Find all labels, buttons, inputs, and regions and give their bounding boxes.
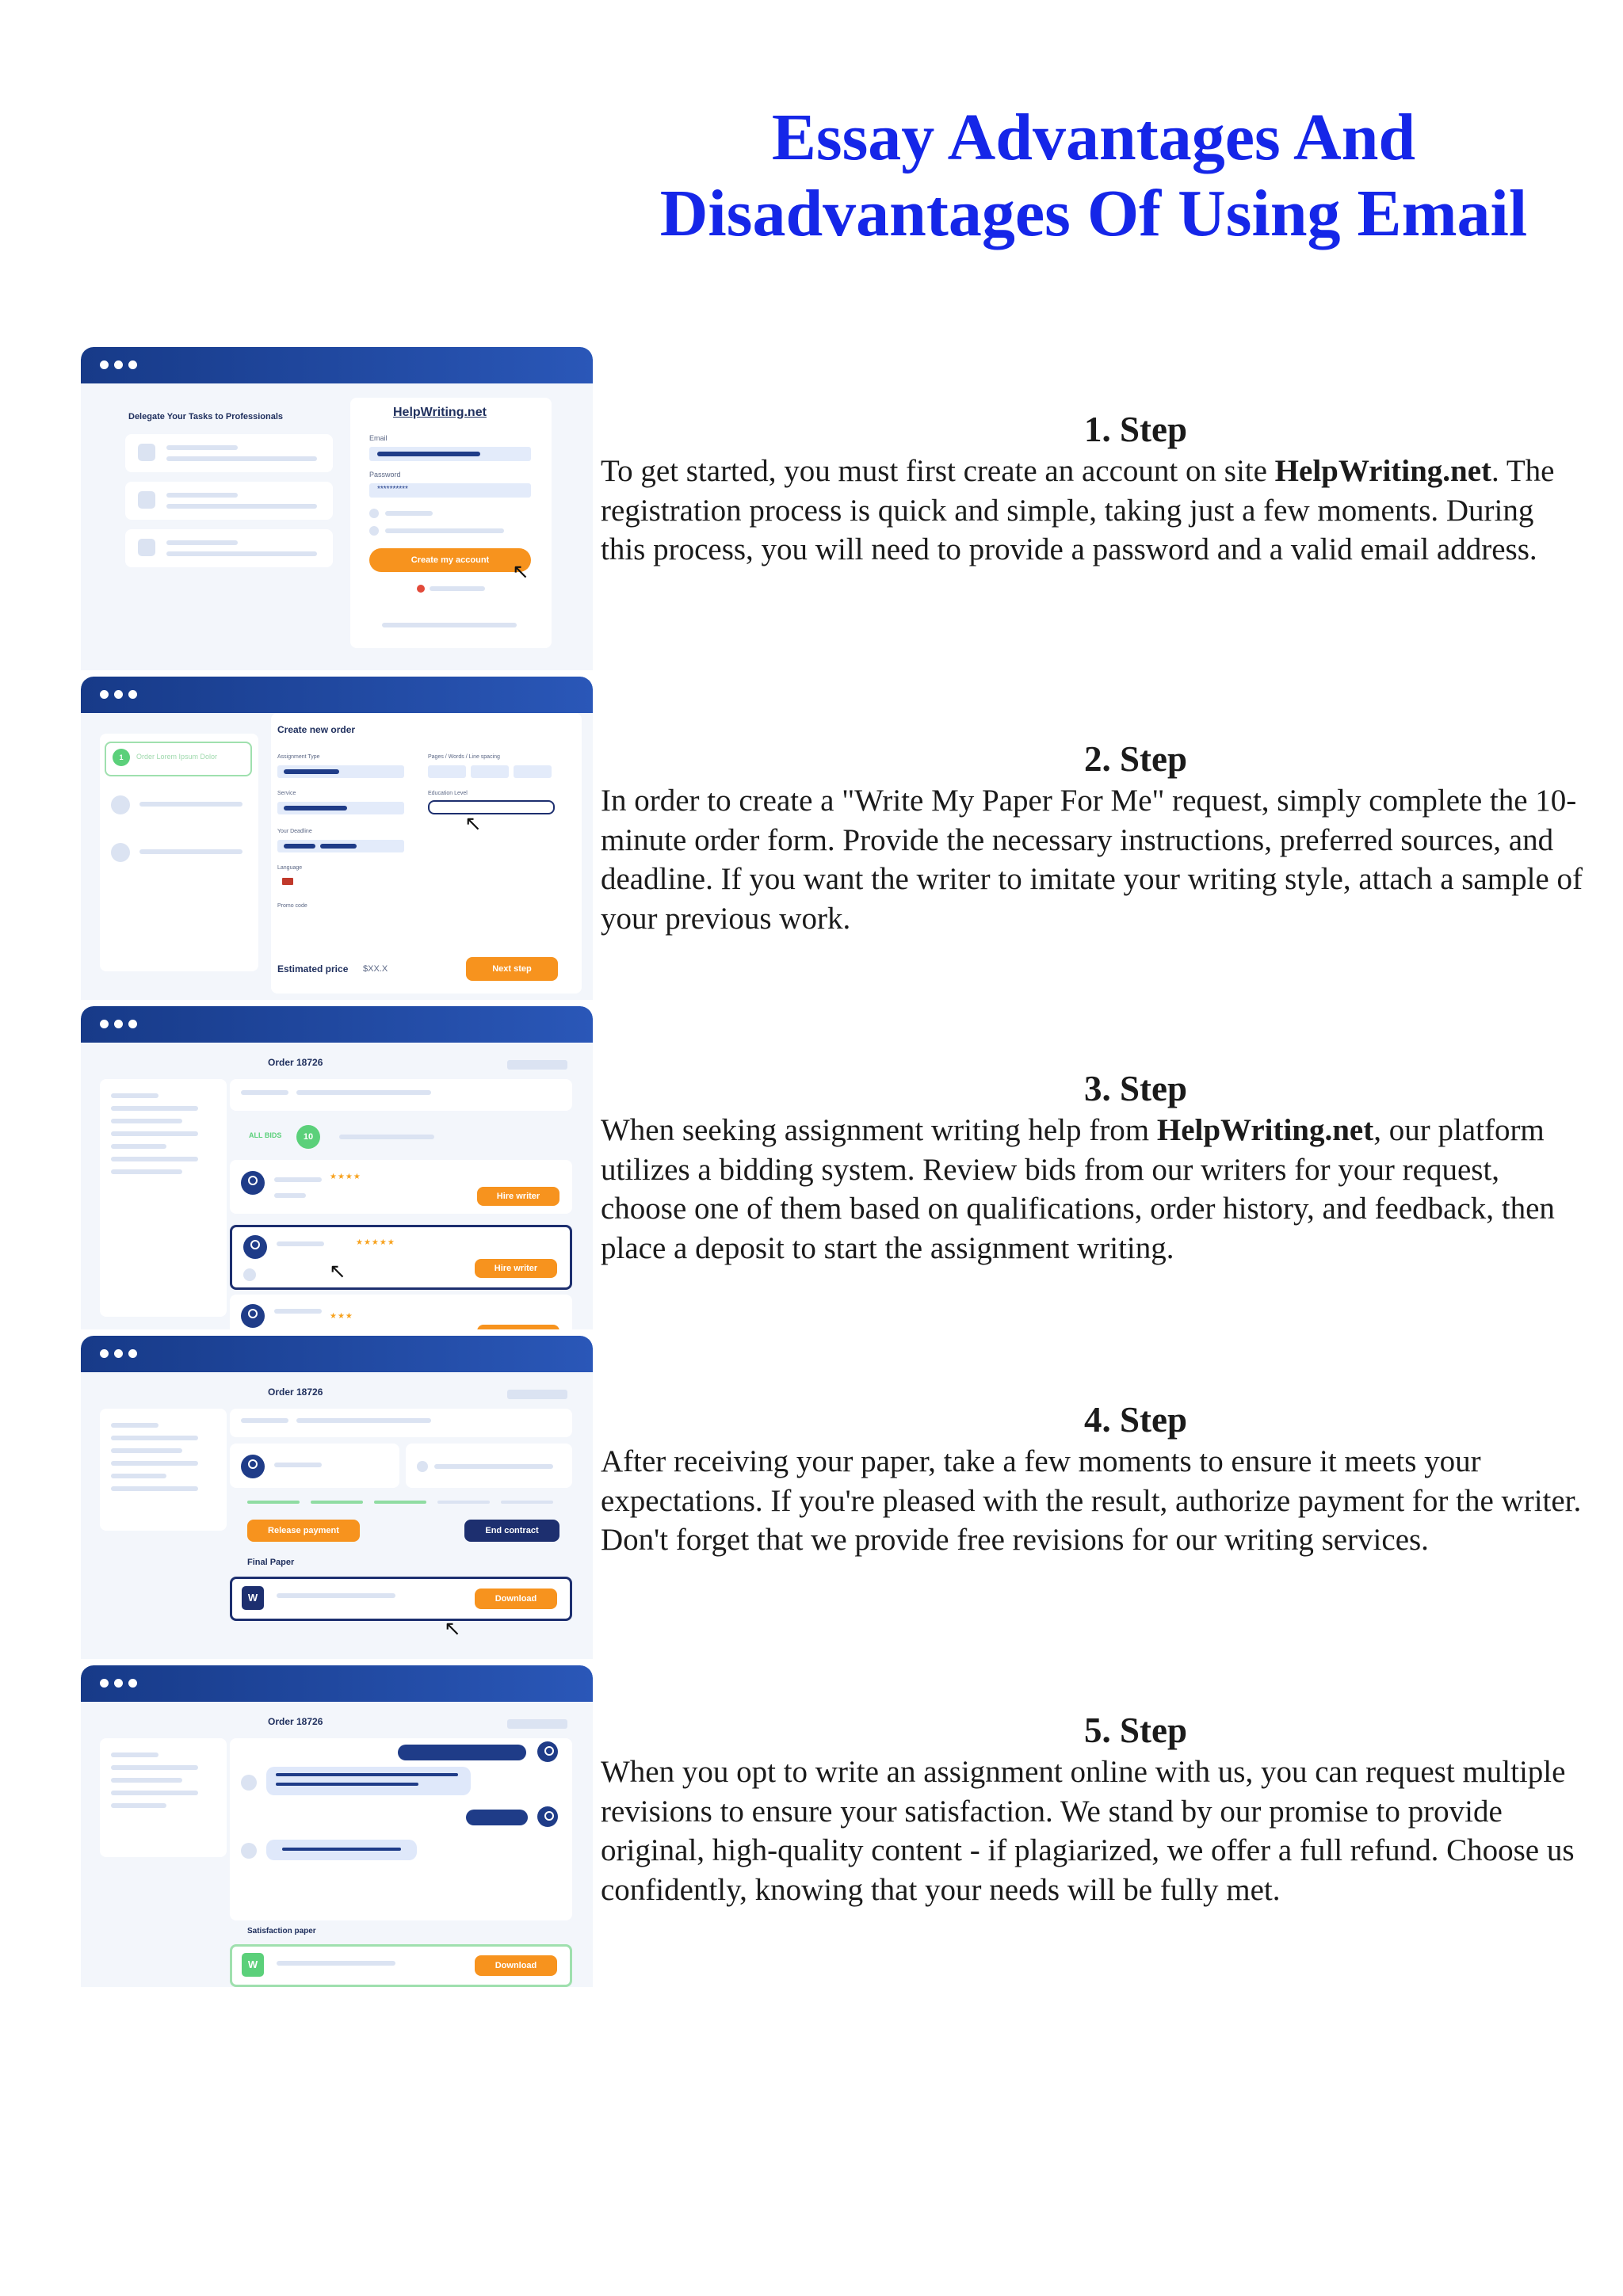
satisfaction-paper-label: Satisfaction paper [247,1927,316,1936]
chat-bubble-incoming [266,1767,471,1795]
estimated-price-label: Estimated price [277,963,349,974]
password-label: Password [369,471,401,479]
order-title: Order 18726 [268,1716,323,1727]
order-title: Order 18726 [268,1057,323,1068]
window-dot-icon [128,1020,137,1028]
promo-label: Promo code [277,903,307,909]
window-dot-icon [114,1020,123,1028]
window-titlebar [81,1006,593,1043]
step-body: After receiving your paper, take a few moments to ensure it meets your expectations. If you're pleased with the result, authorize payment for the writer. Don't forget that we provide free revisions for our writing services. [601,1444,1582,1557]
window-dot-icon [128,360,137,369]
final-paper-file[interactable] [230,1577,572,1621]
writer-avatar [241,1304,265,1328]
title-line-1: Essay Advantages And [771,101,1416,174]
step-5-screenshot [81,1665,593,1987]
estimated-price-value: $XX.X [363,964,388,974]
window-dot-icon [114,360,123,369]
feature-card [125,434,333,472]
sidebar-item-active[interactable]: 1 Order Lorem Ipsum Dolor [105,742,252,776]
service-label: Service [277,791,296,796]
step-heading: 3. Step [1083,1069,1187,1108]
brand-name: HelpWriting.net [1156,1113,1374,1147]
title-line-2: Disadvantages Of Using Email [659,177,1528,250]
window-dot-icon [114,690,123,699]
chat-area [230,1738,572,1920]
end-contract-button[interactable]: End contract [464,1520,559,1542]
email-label: Email [369,434,388,442]
window-dot-icon [114,1679,123,1688]
writer-avatar [241,1171,265,1195]
deadline-label: Your Deadline [277,829,312,834]
step-1 [601,407,1583,570]
window-dot-icon [128,1679,137,1688]
order-title: Order 18726 [268,1386,323,1398]
step-4 [601,1398,1583,1560]
window-dot-icon [128,1349,137,1358]
step-5 [601,1708,1583,1909]
window-titlebar [81,347,593,383]
writer-avatar [243,1235,267,1259]
delegate-heading: Delegate Your Tasks to Professionals [128,412,284,421]
user-avatar [537,1741,558,1762]
window-dot-icon [100,1020,109,1028]
page-title [586,100,1601,252]
cursor-icon: ↖ [329,1259,346,1283]
bid-card-selected[interactable] [230,1225,572,1290]
order-form [271,713,582,994]
rating-stars: ★★★★ [330,1173,361,1181]
step-heading: 1. Step [1083,410,1187,449]
password-mask: ********** [377,485,408,494]
step-2-screenshot [81,677,593,1000]
rating-stars: ★★★★★ [356,1238,395,1247]
bid-count-badge: 10 [296,1125,320,1149]
all-bids-label: ALL BIDS [249,1131,282,1139]
signup-form [350,398,552,648]
window-titlebar [81,1336,593,1372]
window-dot-icon [100,1349,109,1358]
window-dot-icon [100,360,109,369]
pages-label: Pages / Words / Line spacing [428,754,500,760]
document-icon: W [242,1586,264,1610]
download-button[interactable]: Download [475,1589,557,1609]
download-button[interactable]: Download [475,1955,557,1976]
document-icon: W [242,1953,264,1977]
step-3-screenshot [81,1006,593,1329]
window-titlebar [81,1665,593,1702]
order-sidebar [100,1409,227,1531]
step-4-screenshot [81,1336,593,1659]
window-dot-icon [100,690,109,699]
step-1-screenshot [81,347,593,670]
create-account-button[interactable]: Create my account [369,548,531,572]
window-titlebar [81,677,593,713]
step-body: To get started, you must first create an account on site HelpWriting.net. The registration process is quick and simple, taking just a few moments. During this process, you will need to provide a password and a valid email address. [601,454,1555,566]
chat-bubble-outgoing [466,1810,528,1825]
final-paper-label: Final Paper [247,1558,295,1567]
bid-card [230,1160,572,1214]
window-dot-icon [100,1679,109,1688]
hire-writer-button[interactable]: Hire writer [475,1259,557,1278]
user-avatar [537,1806,558,1827]
bid-card [230,1295,572,1329]
education-select[interactable] [428,800,555,814]
window-dot-icon [114,1349,123,1358]
step-heading: 5. Step [1083,1711,1187,1750]
feature-card [125,529,333,567]
step-3 [601,1066,1583,1268]
order-sidebar [100,1079,227,1317]
education-label: Education Level [428,791,468,796]
step-heading: 2. Step [1083,739,1187,779]
rating-stars: ★★★ [330,1312,353,1321]
sidebar-item-label: Order Lorem Ipsum Dolor [136,753,218,761]
assignment-type-label: Assignment Type [277,754,320,760]
window-dot-icon [128,690,137,699]
form-heading: Create new order [277,724,356,735]
writer-avatar [241,1455,265,1478]
site-logo: HelpWriting.net [393,406,487,419]
step-body: When you opt to write an assignment online with us, you can request multiple revisions to ensure your satisfaction. We stand by our promise to provide original, high-quality content - if plagiarized, we offer a full refund. Choose us confidently, knowing that your needs will be fully met. [601,1755,1575,1907]
cursor-icon: ↖ [464,811,482,835]
hire-writer-button[interactable]: Hire writer [477,1187,559,1206]
chat-bubble-outgoing [398,1745,526,1760]
step-body: In order to create a "Write My Paper For Me" request, simply complete the 10-minute order form. Provide the necessary instructions, preferred sources, and deadline. If you want the writer to imitate your writing style, attach a sample of your previous work. [601,784,1583,936]
next-step-button[interactable]: Next step [466,957,558,981]
step-body: When seeking assignment writing help from HelpWriting.net, our platform utilizes a bidding system. Review bids from our writers for your request, choose one of them based on qualifications, order history, and feedback, then place a deposit to start the assignment writing. [601,1113,1555,1265]
order-sidebar [100,1738,227,1857]
language-label: Language [277,865,303,871]
satisfaction-paper-file[interactable] [230,1944,572,1987]
step-2 [601,737,1583,938]
cursor-icon: ↖ [444,1616,461,1640]
feature-card [125,482,333,520]
flag-icon [282,878,293,885]
brand-name: HelpWriting.net [1274,454,1492,488]
order-sidebar [100,734,258,971]
release-payment-button[interactable]: Release payment [247,1520,360,1542]
step-heading: 4. Step [1083,1400,1187,1440]
cursor-icon: ↖ [512,559,529,583]
